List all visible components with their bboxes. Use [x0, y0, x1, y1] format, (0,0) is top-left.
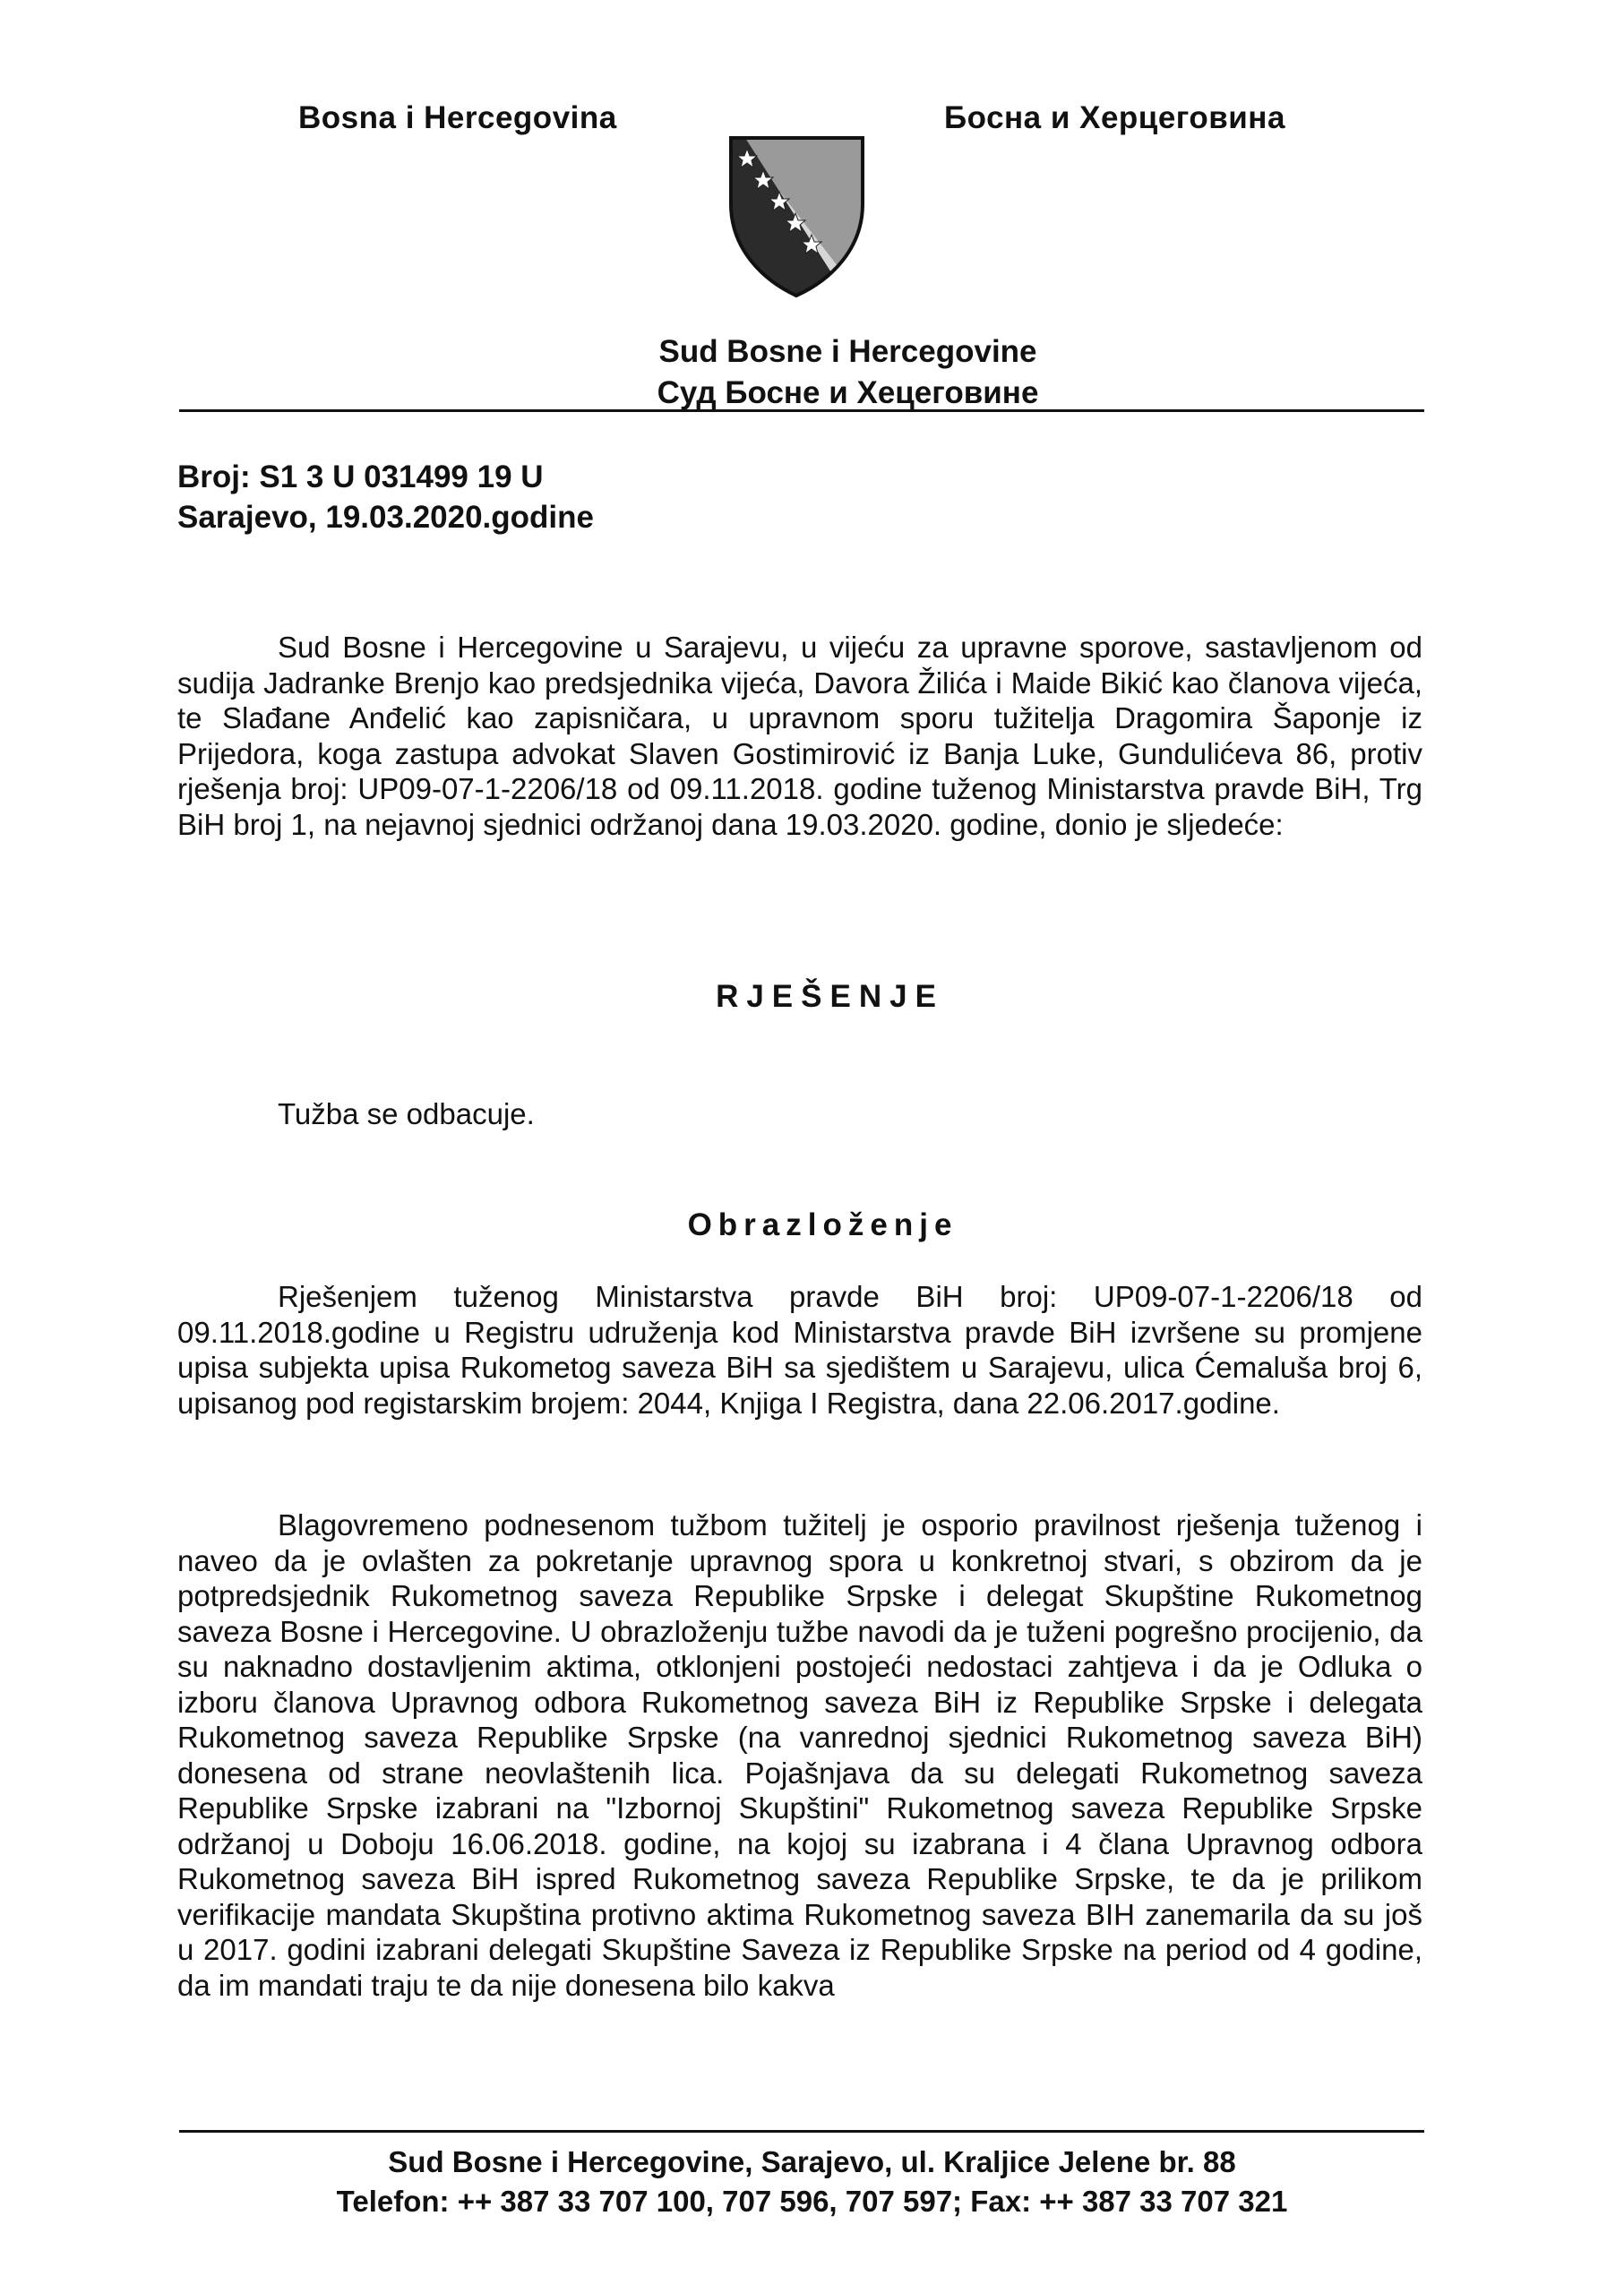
ruling-title: RJEŠENJE: [716, 979, 944, 1014]
reasoning-title: Obrazloženje: [687, 1207, 958, 1242]
reasoning-text-2: Blagovremeno podnesenom tužbom tužitelj je osporio pravilnost rješenja tuženog i naveo da je ovlašten za pokretanje upravnog spora u konkretnoj stvari, s obzirom da je potpredsjednik Rukometnog saveza Republike Srpske i delegat Skupštine Rukometnog saveza Bosne i Hercegovine. U obrazloženju tužbe navodi da je tuženi pogrešno procijenio, da su naknadno dostavljenim aktima, otklonjeni postojeći nedostaci zahtjeva i da je Odluka o izboru članova Upravnog odbora Rukometnog saveza BiH iz Republike Srpske i delegata Rukometnog saveza Republike Srpske (na vanrednoj sjednici Rukometnog saveza BiH) donesena od strane neovlaštenih lica. Pojašnjava da su delegati Rukometnog saveza Republike Srpske izabrani na "Izbornoj Skupštini" Rukometnog saveza Republike Srpske održanoj u Doboju 16.06.2018. godine, na kojoj su izabrana i 4 člana Upravnog odbora Rukometnog saveza BiH ispred Rukometnog saveza Republike Srpske, te da je prilikom verifikacije mandata Skupština protivno aktima Rukometnog saveza BIH zanemarila da su još u 2017. godini izabrani delegati Skupštine Saveza iz Republike Srpske na period od 4 godine, da im mandati traju te da nije donesena bilo kakva: [177, 1508, 1422, 2002]
footer-address: Sud Bosne i Hercegovine, Sarajevo, ul. Kraljice Jelene br. 88: [388, 2145, 1236, 2178]
case-number: Broj: S1 3 U 031499 19 U: [177, 459, 544, 494]
reasoning-text-1: Rješenjem tuženog Ministarstva pravde BiH broj: UP09-07-1-2206/18 od 09.11.2018.godine u Registru udruženja kod Ministarstva pravde BiH izvršene su promjene upisa subjekta upisa Rukometog saveza BiH sa sjedištem u Sarajevu, ulica Ćemaluša broj 6, upisanog pod registarskim brojem: 2044, Knjiga I Registra, dana 22.06.2017.godine.: [177, 1280, 1422, 1420]
place-and-date: Sarajevo, 19.03.2020.godine: [177, 500, 594, 535]
header-divider: [179, 409, 1424, 412]
case-reference: [177, 457, 594, 537]
footer: [0, 2143, 1624, 2221]
intro-text: Sud Bosne i Hercegovine u Sarajevu, u vijeću za upravne sporove, sastavljenom od sudija Jadranke Brenjo kao predsjednika vijeća, Davora Žilića i Maide Bikić kao članova vijeća, te Slađane Anđelić kao zapisničara, u upravnom sporu tužitelja Dragomira Šaponje iz Prijedora, koga zastupa advokat Slaven Gostimirović iz Banja Luke, Gundulićeva 86, protiv rješenja broj: UP09-07-1-2206/18 od 09.11.2018. godine tuženog Ministarstva pravde BiH, Trg BiH broj 1, na nejavnoj sjednici održanoj dana 19.03.2020. godine, donio je sljedeće:: [177, 631, 1422, 841]
footer-contact: Telefon: ++ 387 33 707 100, 707 596, 707 597; Fax: ++ 387 33 707 321: [336, 2185, 1288, 2218]
country-name-cyrillic: Босна и Херцеговина: [944, 100, 1285, 135]
court-name-cyrillic: Суд Босне и Хецеговине: [657, 375, 1039, 410]
ruling-text: Tužba se odbacuje.: [278, 1097, 535, 1130]
reasoning-paragraph-1: [177, 1279, 1422, 1421]
court-name-block: [0, 331, 1624, 414]
court-name-latin: Sud Bosne i Hercegovine: [658, 334, 1037, 369]
bih-coat-of-arms-icon: [727, 133, 866, 298]
intro-paragraph: [177, 630, 1422, 842]
reasoning-paragraph-2: [177, 1507, 1422, 2003]
footer-divider: [179, 2130, 1424, 2133]
country-name-latin: Bosna i Hercegovina: [298, 100, 617, 135]
